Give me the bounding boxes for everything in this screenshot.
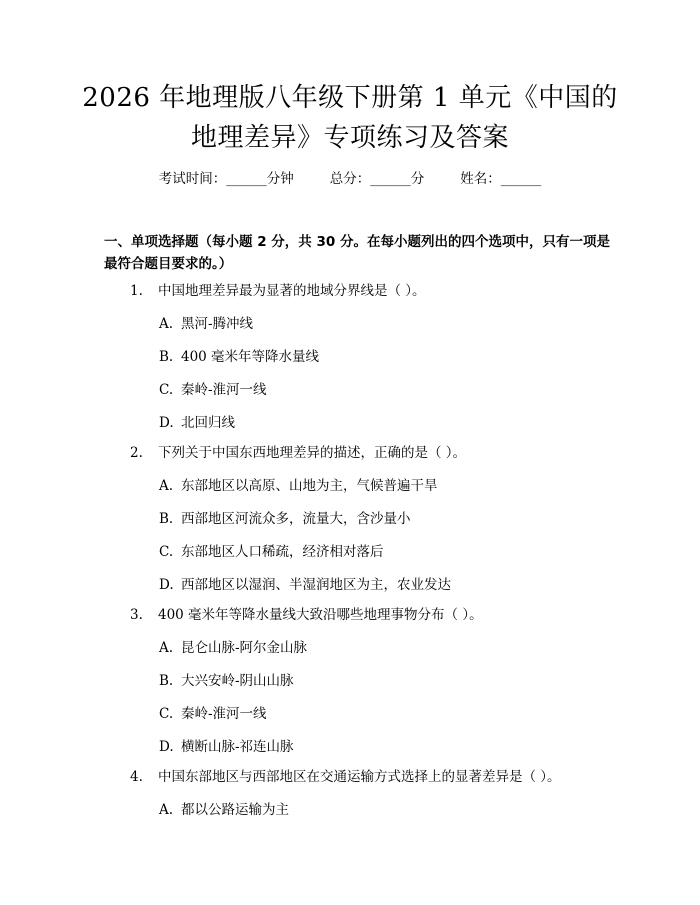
option-letter: B. [159,673,174,689]
document-title [40,78,660,158]
question-text: 下列关于中国东西地理差异的描述，正确的是（ ）。 [158,445,467,461]
option-text: 北回归线 [181,415,235,431]
option-4a [159,801,289,819]
option-text: 黑河-腾冲线 [181,316,254,332]
option-text: 东部地区以高原、山地为主，气候普遍干旱 [181,478,438,494]
option-3b [159,672,294,690]
option-3c [159,705,267,723]
option-letter: C. [159,706,174,722]
question-number: 2. [130,445,143,461]
option-1d [159,414,235,432]
option-text: 横断山脉-祁连山脉 [181,739,294,755]
option-letter: B. [159,511,174,527]
option-2d [159,576,451,594]
question-number: 3. [130,607,143,623]
option-text: 西部地区河流众多，流量大，含沙量小 [181,511,411,527]
option-3d [159,738,294,756]
total-score-label: 总分：______分 [329,171,425,187]
option-1c [159,381,267,399]
question-number: 4. [130,769,143,785]
exam-info-line [0,170,700,188]
option-text: 秦岭-淮河一线 [181,706,267,722]
option-2a [159,477,438,495]
exam-time-label: 考试时间：______分钟 [158,171,294,187]
option-letter: A. [159,316,174,332]
option-2c [159,543,384,561]
option-text: 东部地区人口稀疏，经济相对落后 [181,544,384,560]
title-line-2: 地理差异》专项练习及答案 [190,123,509,153]
option-letter: A. [159,802,174,818]
option-text: 都以公路运输为主 [181,802,289,818]
option-1a [159,315,253,333]
question-text: 中国地理差异最为显著的地域分界线是（ ）。 [158,283,426,299]
question-3 [130,606,483,624]
option-text: 昆仑山脉-阿尔金山脉 [181,640,308,656]
option-2b [159,510,411,528]
question-2 [130,444,466,462]
title-line-1: 2026 年地理版八年级下册第 1 单元《中国的 [82,83,618,113]
option-letter: D. [159,577,174,593]
option-letter: C. [159,544,174,560]
option-text: 秦岭-淮河一线 [181,382,267,398]
option-letter: C. [159,382,174,398]
question-text: 400 毫米年等降水量线大致沿哪些地理事物分布（ ）。 [158,607,483,623]
option-1b [159,348,319,366]
option-letter: D. [159,739,174,755]
question-text: 中国东部地区与西部地区在交通运输方式选择上的显著差异是（ ）。 [158,769,561,785]
question-1 [130,282,426,300]
option-letter: D. [159,415,174,431]
option-letter: A. [159,478,174,494]
option-text: 西部地区以湿润、半湿润地区为主，农业发达 [181,577,451,593]
question-4 [130,768,561,786]
option-text: 大兴安岭-阴山山脉 [181,673,294,689]
section-heading: 一、单项选择题（每小题 2 分，共 30 分。在每小题列出的四个选项中，只有一项是最符合题目要求的。） [104,234,610,272]
option-letter: B. [159,349,174,365]
student-name-label: 姓名：______ [460,171,542,187]
option-text: 400 毫米年等降水量线 [181,349,320,365]
question-number: 1. [130,283,143,299]
option-3a [159,639,307,657]
option-letter: A. [159,640,174,656]
